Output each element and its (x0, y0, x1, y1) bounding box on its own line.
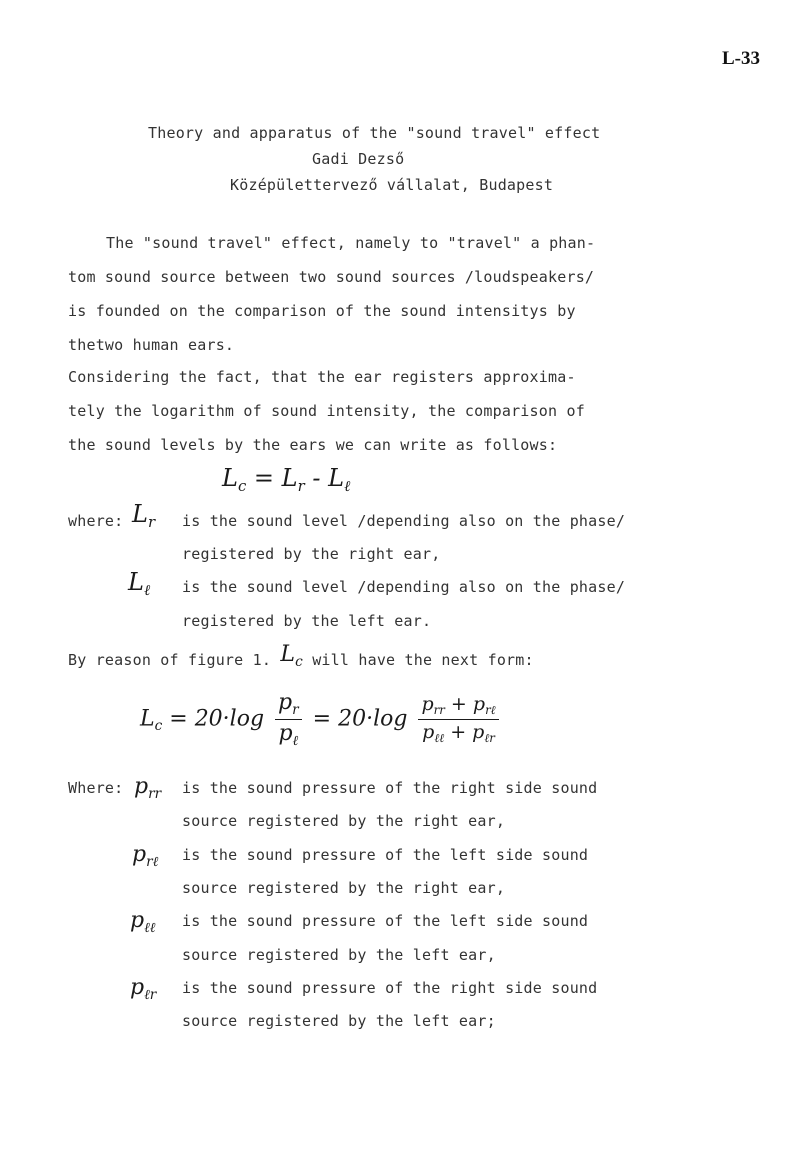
definition-line: is the sound level /depending also on the phase/ (182, 578, 626, 596)
eq-subscript: rℓ (146, 853, 159, 870)
eq-symbol: p (472, 720, 485, 743)
eq-symbol: p (278, 720, 293, 746)
eq-subscript: ℓℓ (434, 730, 445, 745)
eq-operator: = (169, 706, 188, 732)
where-label: where: (68, 512, 124, 530)
eq-operator: - (312, 464, 321, 492)
eq-symbol: p (472, 692, 486, 715)
eq-operator: = (312, 706, 332, 732)
paragraph-line: the sound levels by the ears we can write as follows: (68, 436, 558, 454)
reason-text (68, 642, 534, 674)
eq-operator: = (253, 464, 275, 492)
reason-pre: By reason of figure 1. (68, 651, 272, 669)
eq-subscript: ℓ (143, 581, 151, 600)
eq-symbol: p (278, 690, 293, 715)
eq-subscript: r (292, 701, 299, 718)
author-name: Gadi Dezső (312, 150, 405, 168)
symbol-level-center (280, 642, 303, 670)
definition-line: is the sound pressure of the left side sound (182, 912, 589, 930)
eq-symbol: L (280, 642, 296, 667)
eq-symbol: p (130, 908, 145, 933)
eq-subscript: ℓr (144, 986, 157, 1003)
equation-level-difference (222, 464, 350, 496)
eq-subscript: ℓℓ (144, 919, 156, 936)
definition-line: source registered by the left ear; (182, 1012, 496, 1030)
symbol-level-left (128, 568, 150, 600)
symbol-pressure-ll (130, 908, 155, 936)
eq-subscript: c (154, 718, 163, 735)
eq-subscript: r (147, 513, 156, 532)
paper-title: Theory and apparatus of the "sound travel" effect (148, 124, 601, 142)
paragraph-line: tely the logarithm of sound intensity, the comparison of (68, 402, 585, 420)
eq-coefficient: 20·log (194, 706, 265, 732)
paragraph-line: thetwo human ears. (68, 336, 235, 354)
eq-symbol: L (128, 568, 144, 596)
eq-subscript: ℓ (292, 732, 299, 749)
eq-subscript: rr (433, 702, 445, 717)
paragraph-line: is founded on the comparison of the sound intensitys by (68, 302, 576, 320)
paragraph-line: Considering the fact, that the ear registers approxima- (68, 368, 576, 386)
eq-symbol: p (422, 720, 435, 743)
eq-symbol: L (132, 500, 148, 528)
eq-subscript: rr (148, 785, 162, 802)
eq-subscript: c (237, 477, 247, 496)
symbol-pressure-lr (130, 975, 156, 1003)
definition-line: is the sound level /depending also on the phase/ (182, 512, 626, 530)
page-number: L-33 (722, 48, 760, 69)
eq-symbol: L (140, 706, 155, 732)
eq-symbol: L (222, 464, 238, 492)
definition-line: source registered by the right ear, (182, 879, 506, 897)
eq-coefficient: 20·log (338, 706, 408, 732)
definition-line: source registered by the right ear, (182, 812, 506, 830)
eq-symbol: L (281, 464, 298, 492)
where-label: Where: (68, 779, 124, 797)
eq-symbol: L (328, 464, 345, 492)
symbol-pressure-rl (132, 842, 158, 870)
eq-symbol: p (132, 842, 147, 867)
equation-level-pressure (140, 690, 503, 749)
paragraph-line: The "sound travel" effect, namely to "travel" a phan- (106, 234, 596, 252)
eq-operator: + (450, 720, 467, 743)
definition-line: is the sound pressure of the left side sound (182, 846, 589, 864)
definition-line: registered by the right ear, (182, 545, 441, 563)
reason-post: will have the next form: (312, 651, 534, 669)
definition-line: is the sound pressure of the right side sound (182, 779, 598, 797)
pressure-ratio-fraction (275, 690, 302, 749)
eq-subscript: r (297, 477, 305, 496)
eq-symbol: p (130, 975, 145, 1000)
symbol-pressure-rr (134, 774, 161, 802)
eq-subscript: ℓr (484, 730, 495, 745)
affiliation: Középülettervező vállalat, Budapest (230, 176, 554, 194)
definition-line: registered by the left ear. (182, 612, 432, 630)
paragraph-line: tom sound source between two sound sources /loudspeakers/ (68, 268, 595, 286)
eq-subscript: rℓ (485, 702, 496, 717)
definition-line: source registered by the left ear, (182, 946, 496, 964)
symbol-level-right (132, 500, 155, 531)
eq-subscript: c (295, 653, 303, 670)
eq-symbol: p (134, 774, 149, 799)
eq-subscript: ℓ (344, 477, 351, 496)
definition-line: is the sound pressure of the right side sound (182, 979, 598, 997)
eq-symbol: p (421, 692, 434, 715)
eq-operator: + (450, 692, 467, 715)
pressure-sum-fraction (418, 693, 498, 746)
